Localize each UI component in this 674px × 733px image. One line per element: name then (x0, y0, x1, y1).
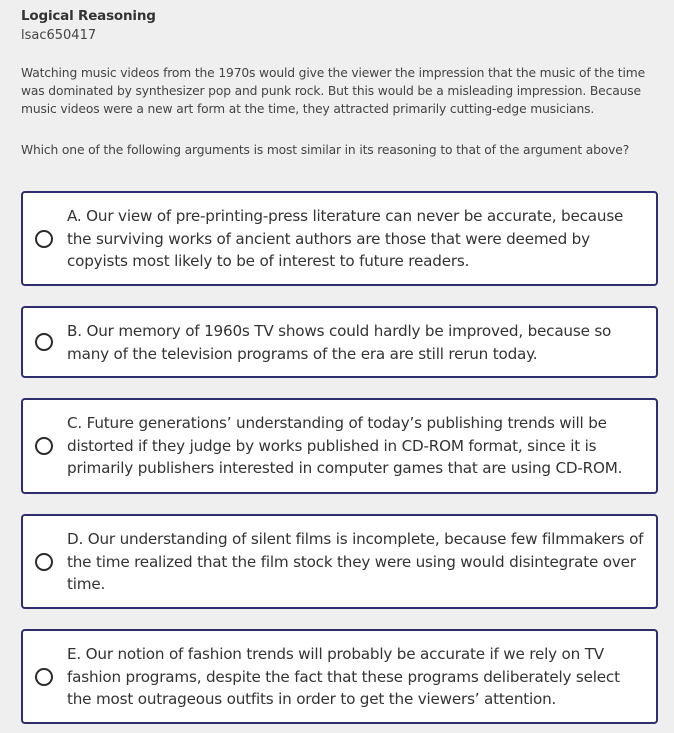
question-id: lsac650417 (21, 28, 97, 43)
answer-choice-c[interactable] (21, 398, 658, 494)
question-header (21, 7, 156, 45)
radio-button-icon[interactable] (35, 668, 53, 686)
answer-choice-text: A. Our view of pre-printing-press literature can never be accurate, because the surviving works of ancient authors are those that were deemed by copyists most likely to be of interest to future readers. (67, 207, 624, 270)
answer-choice-e[interactable] (21, 629, 658, 724)
question-stem: Which one of the following arguments is most similar in its reasoning to that of the argument above? (21, 143, 630, 157)
answer-choice-text: B. Our memory of 1960s TV shows could hardly be improved, because so many of the television programs of the era are still rerun today. (67, 322, 612, 363)
radio-button-icon[interactable] (35, 553, 53, 571)
answer-choice-text: D. Our understanding of silent films is incomplete, because few filmmakers of the time realized that the film stock they were using would disintegrate over time. (67, 530, 644, 593)
answer-choice-a[interactable] (21, 191, 658, 286)
answer-choice-text: E. Our notion of fashion trends will probably be accurate if we rely on TV fashion programs, despite the fact that these programs deliberately select the most outrageous outfits in order to get the viewers’ attention. (67, 645, 620, 708)
answer-choice-text: C. Future generations’ understanding of today’s publishing trends will be distorted if they judge by works published in CD-ROM format, since it is primarily publishers interested in computer games that are using CD-ROM. (67, 414, 623, 477)
radio-button-icon[interactable] (35, 230, 53, 248)
radio-button-icon[interactable] (35, 333, 53, 351)
radio-button-icon[interactable] (35, 437, 53, 455)
stimulus-passage: Watching music videos from the 1970s would give the viewer the impression that the music of the time was dominated by synthesizer pop and punk rock. But this would be a misleading impression. Because music videos were a new art form at the time, they attracted primarily cutting-edge musicians. (21, 66, 645, 116)
answer-choice-d[interactable] (21, 514, 658, 609)
answer-choice-b[interactable] (21, 306, 658, 378)
section-title: Logical Reasoning (21, 8, 156, 24)
